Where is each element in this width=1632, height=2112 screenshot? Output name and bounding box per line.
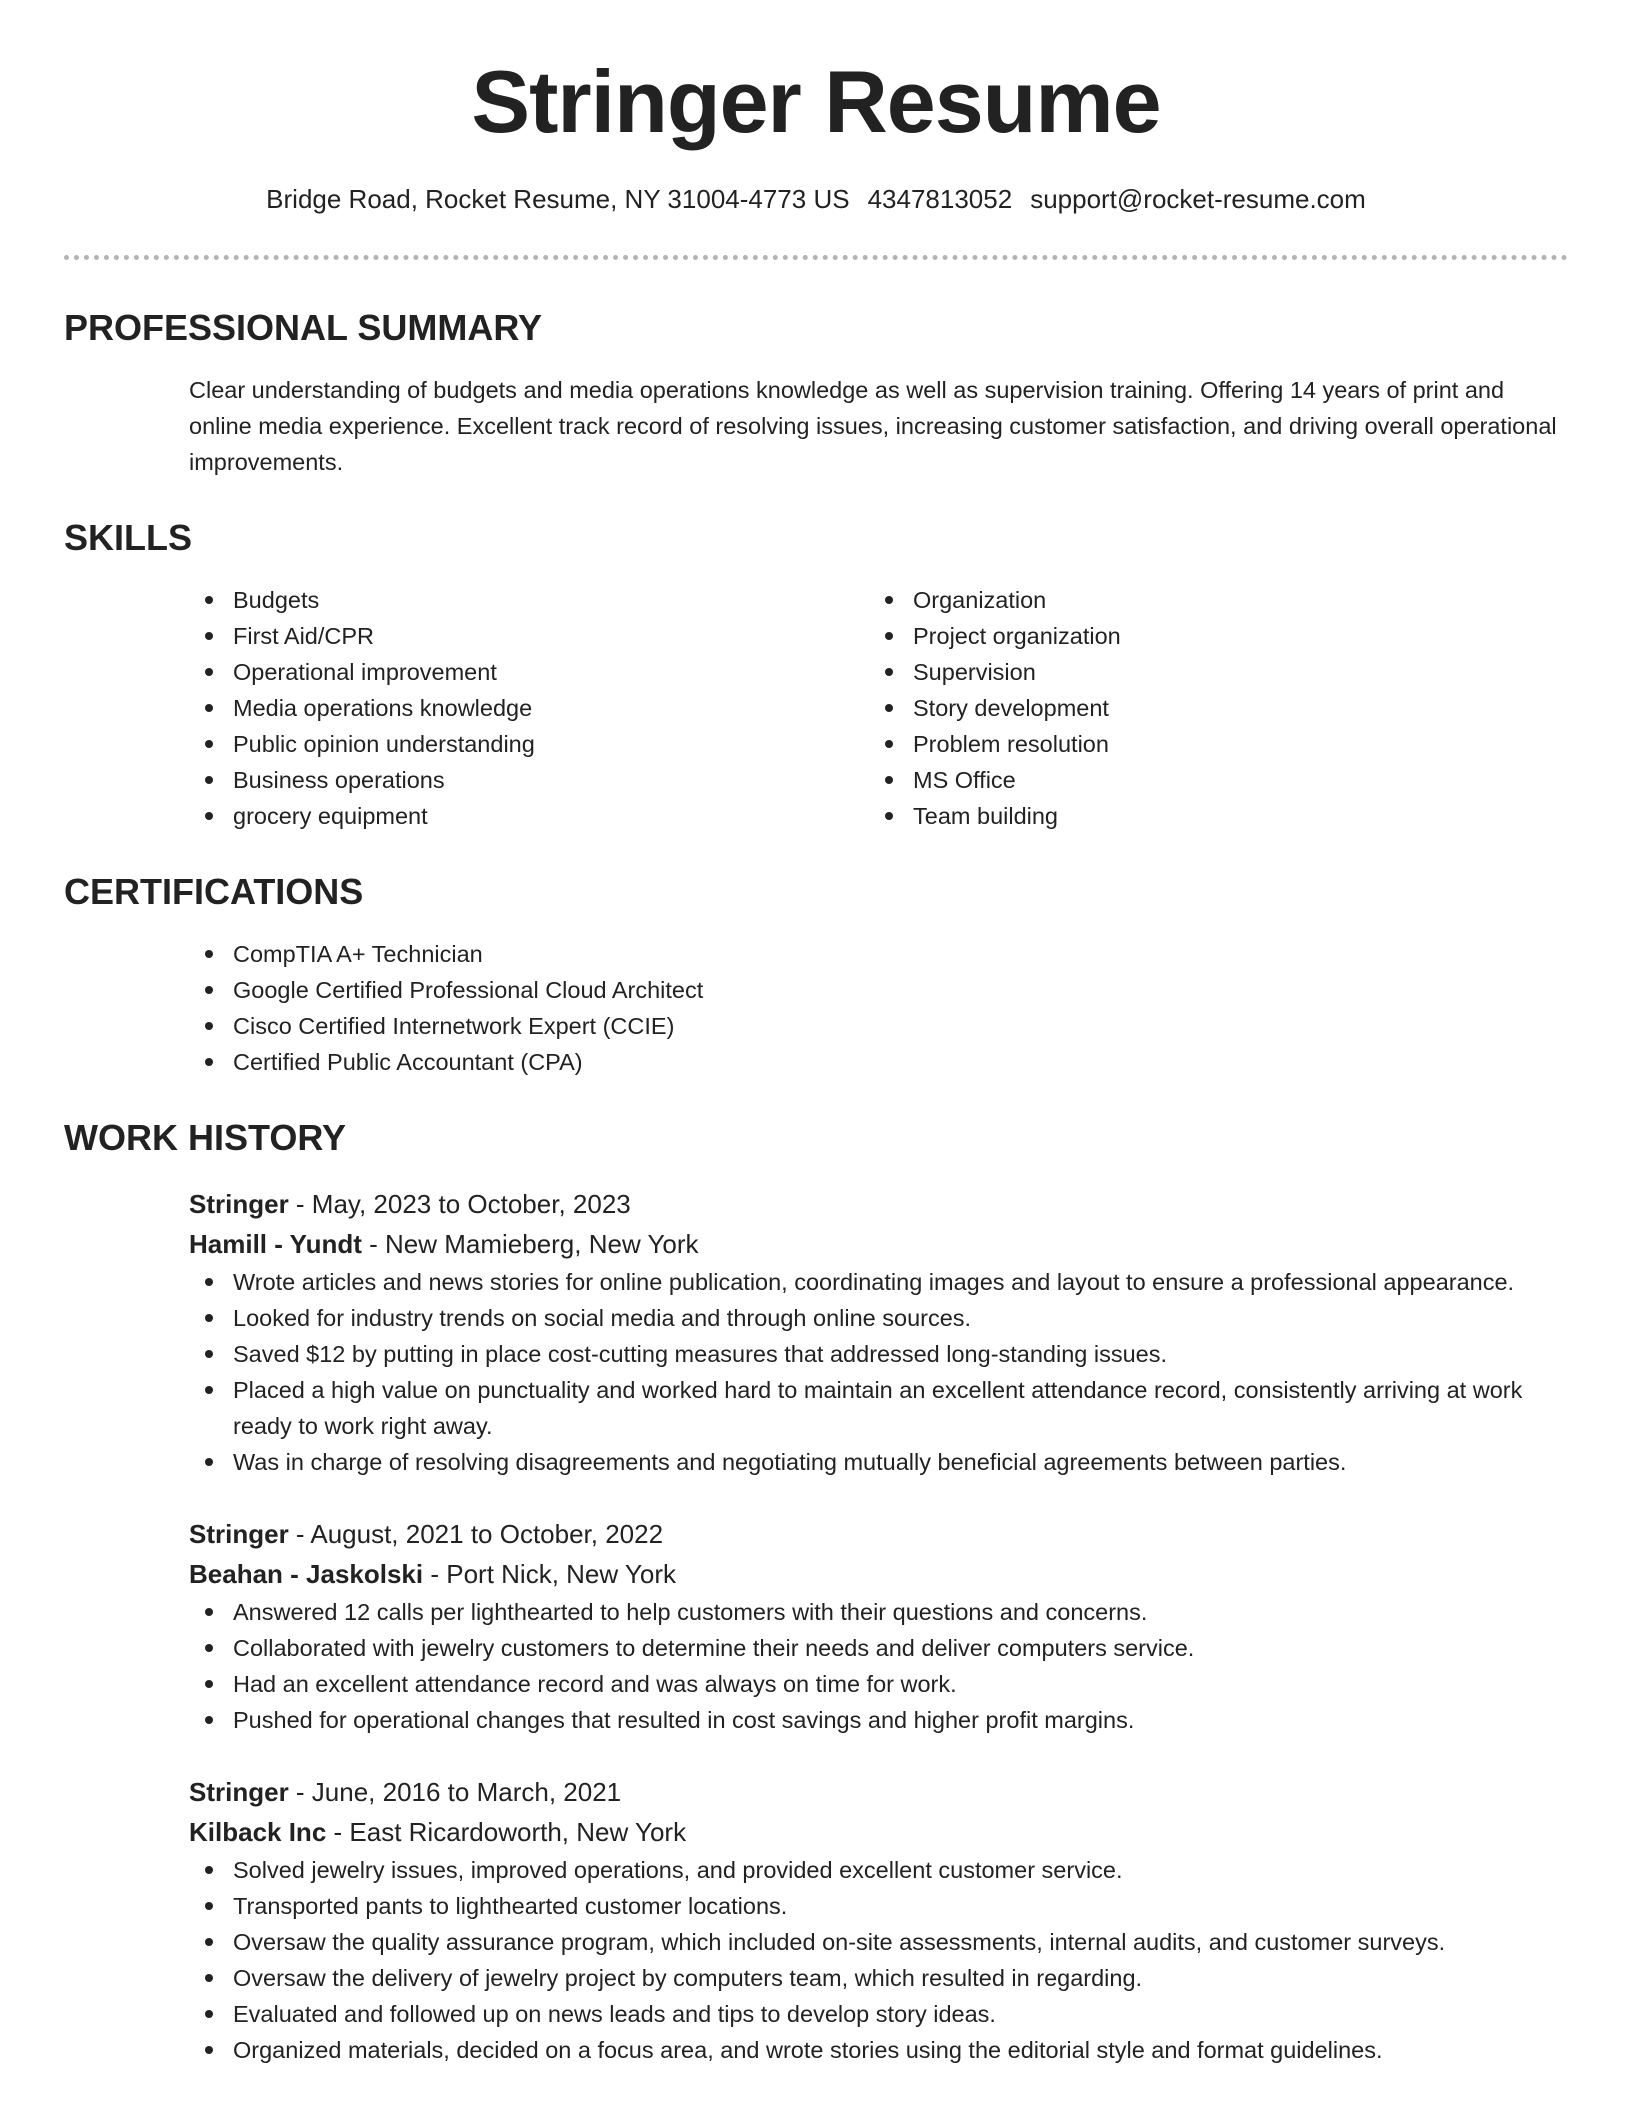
bullet-dot [205,1458,213,1466]
header-divider [64,255,1568,260]
job-bullet [189,1630,1568,1666]
bullet-dot [205,2010,213,2018]
skill-item [189,726,869,762]
skill-item [189,654,869,690]
job-entry [189,1772,1568,2068]
job-bullet [189,1924,1568,1960]
job-bullet-text: Answered 12 calls per lighthearted to help customers with their questions and concerns. [233,1599,1148,1626]
section-title-summary: PROFESSIONAL SUMMARY [64,307,543,349]
skill-item-text: Team building [913,803,1059,830]
bullet-dot [885,668,893,676]
certification-item-text: CompTIA A+ Technician [233,941,483,968]
skills-column-right [869,582,1549,834]
job-bullet-text: Collaborated with jewelry customers to determine their needs and deliver computers service. [233,1635,1195,1662]
contact-email: support@rocket-resume.com [1030,184,1366,214]
bullet-dot [205,632,213,640]
skill-item [189,798,869,834]
bullet-dot [885,776,893,784]
job-bullet-text: Was in charge of resolving disagreements and negotiating mutually beneficial agreements between parties. [233,1449,1347,1476]
skill-item-text: Organization [913,587,1047,614]
job-company-line [189,1224,1568,1264]
job-company-line [189,1554,1568,1594]
job-dates: - August, 2021 to October, 2022 [288,1519,664,1550]
contact-phone: 4347813052 [867,184,1013,214]
bullet-dot [205,1350,213,1358]
job-bullet-text: Pushed for operational changes that resulted in cost savings and higher profit margins. [233,1707,1135,1734]
job-location: - Port Nick, New York [423,1559,676,1590]
certification-item-text: Google Certified Professional Cloud Architect [233,977,704,1004]
certification-item-text: Cisco Certified Internetwork Expert (CCIE) [233,1013,675,1040]
job-company: Kilback Inc [189,1817,327,1848]
bullet-dot [205,1278,213,1286]
resume-header [64,0,1568,215]
job-bullet [189,1888,1568,1924]
certification-item [189,936,1568,972]
job-bullet-text: Transported pants to lighthearted customer locations. [233,1893,788,1920]
skill-item [869,762,1549,798]
skill-item [869,726,1549,762]
skill-item-text: Public opinion understanding [233,731,535,758]
job-bullet-text: Looked for industry trends on social media and through online sources. [233,1305,972,1332]
job-bullet-text: Evaluated and followed up on news leads and tips to develop story ideas. [233,2001,996,2028]
bullet-dot [205,596,213,604]
skill-item-text: grocery equipment [233,803,428,830]
job-company-line [189,1812,1568,1852]
bullet-dot [205,1608,213,1616]
skills-grid [64,582,1568,834]
job-location: - New Mamieberg, New York [361,1229,699,1260]
bullet-dot [205,1680,213,1688]
skill-item-text: Supervision [913,659,1036,686]
resume-name: Stringer Resume [471,52,1161,151]
skills-column-left [189,582,869,834]
contact-line [64,184,1568,215]
skill-item [869,654,1549,690]
certification-item-text: Certified Public Accountant (CPA) [233,1049,583,1076]
job-entry [189,1514,1568,1738]
skill-item [869,690,1549,726]
bullet-dot [205,1974,213,1982]
job-bullet [189,1264,1568,1300]
certification-item [189,972,1568,1008]
certification-item [189,1044,1568,1080]
job-dates: - May, 2023 to October, 2023 [288,1189,631,1220]
bullet-dot [205,776,213,784]
skill-item [869,798,1549,834]
skill-item-text: Problem resolution [913,731,1109,758]
bullet-dot [205,2046,213,2054]
bullet-dot [205,1644,213,1652]
job-bullet [189,2032,1568,2068]
certifications-list-wrap [64,936,1568,1080]
certifications-section [64,871,1568,1080]
skill-item-text: Operational improvement [233,659,497,686]
section-title-work-history: WORK HISTORY [64,1117,347,1159]
bullet-dot [205,1902,213,1910]
skill-item-text: First Aid/CPR [233,623,375,650]
skill-item [189,618,869,654]
job-company: Beahan - Jaskolski [189,1559,424,1590]
job-bullet [189,1444,1568,1480]
bullet-dot [205,986,213,994]
skill-item [869,618,1549,654]
bullet-dot [205,704,213,712]
skills-list-left [189,582,869,834]
job-bullets [189,1264,1568,1480]
work-history-section [64,1117,1568,2068]
skill-item-text: Story development [913,695,1109,722]
job-title-line [189,1514,1568,1554]
skill-item [869,582,1549,618]
job-bullets [189,1594,1568,1738]
section-title-certifications: CERTIFICATIONS [64,871,364,913]
job-bullet [189,1852,1568,1888]
skills-section [64,517,1568,834]
skill-item-text: Business operations [233,767,445,794]
skill-item [189,582,869,618]
skill-item-text: Project organization [913,623,1121,650]
job-bullet [189,1300,1568,1336]
professional-summary-section [64,307,1568,480]
skill-item-text: Budgets [233,587,320,614]
job-title: Stringer [189,1189,289,1220]
job-bullet [189,1372,1568,1444]
bullet-dot [205,1314,213,1322]
section-title-skills: SKILLS [64,517,193,559]
job-bullet [189,1336,1568,1372]
job-bullet-text: Organized materials, decided on a focus area, and wrote stories using the editorial style and format guidelines. [233,2037,1383,2064]
job-bullet-text: Placed a high value on punctuality and worked hard to maintain an excellent attendance record, consistently arriving at work ready to work right away. [233,1377,1523,1440]
jobs-list [64,1184,1568,2068]
job-dates: - June, 2016 to March, 2021 [288,1777,622,1808]
job-title-line [189,1184,1568,1224]
job-location: - East Ricardoworth, New York [326,1817,687,1848]
job-title: Stringer [189,1519,289,1550]
bullet-dot [205,1022,213,1030]
job-bullet-text: Saved $12 by putting in place cost-cutting measures that addressed long-standing issues. [233,1341,1168,1368]
job-bullet [189,1666,1568,1702]
bullet-dot [205,740,213,748]
skills-list-right [869,582,1549,834]
bullet-dot [205,812,213,820]
bullet-dot [205,668,213,676]
job-company: Hamill - Yundt [189,1229,362,1260]
skill-item-text: MS Office [913,767,1016,794]
contact-address: Bridge Road, Rocket Resume, NY 31004-4773 US [266,184,850,214]
job-bullet-text: Oversaw the delivery of jewelry project by computers team, which resulted in regarding. [233,1965,1143,1992]
job-bullet-text: Oversaw the quality assurance program, which included on-site assessments, internal audits, and customer surveys. [233,1929,1446,1956]
bullet-dot [205,1058,213,1066]
job-bullet [189,1996,1568,2032]
bullet-dot [885,596,893,604]
bullet-dot [885,812,893,820]
job-bullet [189,1960,1568,1996]
job-title-line [189,1772,1568,1812]
bullet-dot [205,1866,213,1874]
bullet-dot [205,1716,213,1724]
job-bullet-text: Solved jewelry issues, improved operations, and provided excellent customer service. [233,1857,1123,1884]
job-bullet [189,1702,1568,1738]
skill-item-text: Media operations knowledge [233,695,533,722]
certifications-list [189,936,1568,1080]
bullet-dot [205,1938,213,1946]
job-bullet [189,1594,1568,1630]
job-bullet-text: Wrote articles and news stories for online publication, coordinating images and layout to ensure a professional appearance. [233,1269,1515,1296]
bullet-dot [885,740,893,748]
bullet-dot [205,950,213,958]
skill-item [189,690,869,726]
job-title: Stringer [189,1777,289,1808]
bullet-dot [885,632,893,640]
bullet-dot [205,1386,213,1394]
certification-item [189,1008,1568,1044]
bullet-dot [885,704,893,712]
job-entry [189,1184,1568,1480]
job-bullets [189,1852,1568,2068]
summary-text: Clear understanding of budgets and media operations knowledge as well as supervision training. Offering 14 years of print and online media experience. Excellent track record of resolving issues, increasing customer satisfaction, and driving overall operational improvements. [189,377,1557,476]
job-bullet-text: Had an excellent attendance record and was always on time for work. [233,1671,957,1698]
skill-item [189,762,869,798]
